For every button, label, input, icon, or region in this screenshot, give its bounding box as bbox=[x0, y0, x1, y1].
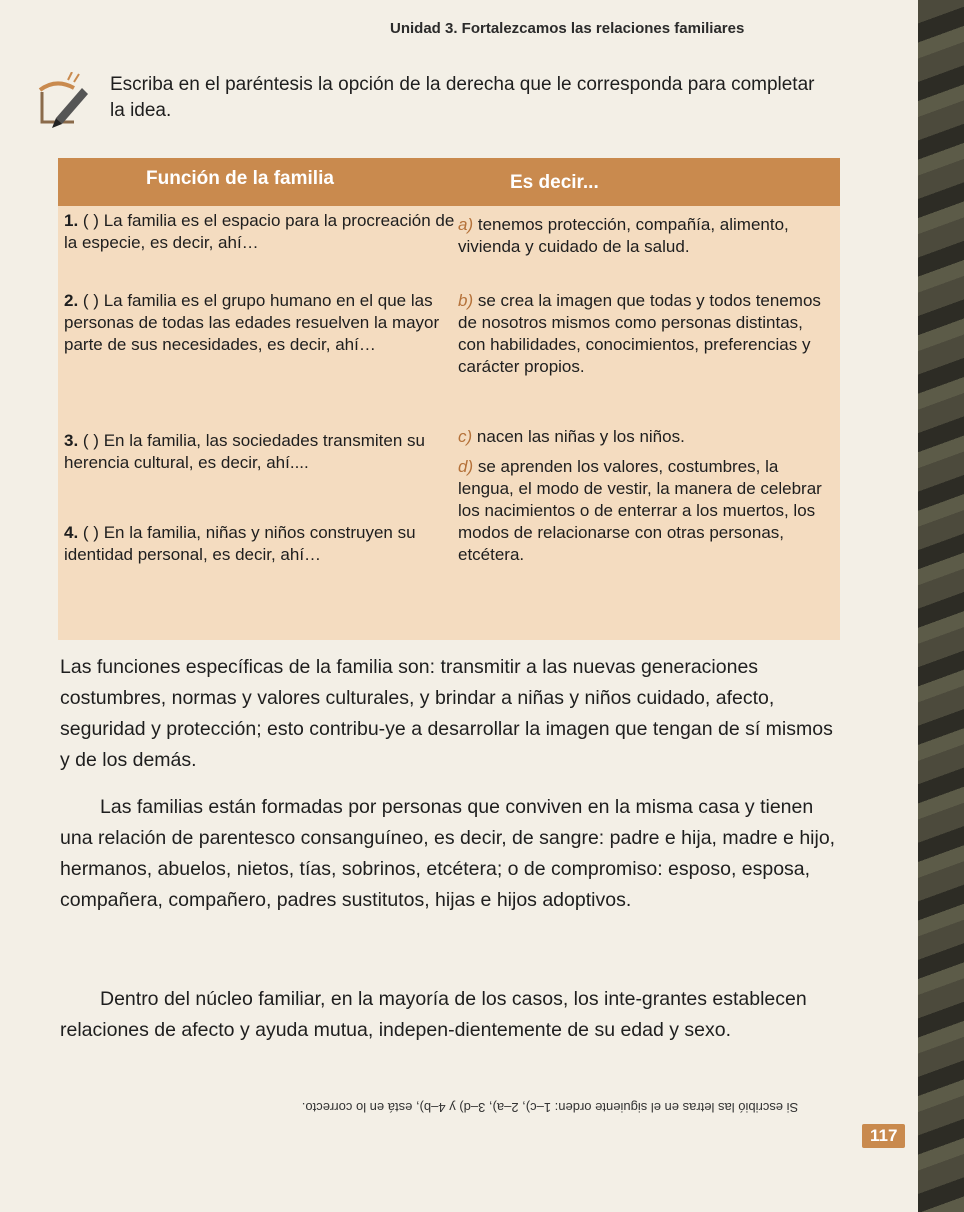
item-text: En la familia, las sociedades transmiten su herencia cultural, es decir, ahí.... bbox=[64, 431, 425, 472]
answer-paren: ( ) bbox=[82, 211, 99, 230]
option-d bbox=[458, 456, 828, 566]
option-letter: c) bbox=[458, 427, 473, 446]
table-header bbox=[58, 158, 840, 206]
item-text: La familia es el espacio para la procreación de la especie, es decir, ahí… bbox=[64, 211, 455, 252]
option-letter: b) bbox=[458, 291, 474, 310]
answer-paren: ( ) bbox=[82, 523, 99, 542]
paragraph-text: Dentro del núcleo familiar, en la mayoría de los casos, los inte-grantes establecen relaciones de afecto y ayuda mutua, indepen-dientemente de su edad y sexo. bbox=[60, 988, 807, 1041]
item-number: 3. bbox=[64, 431, 79, 450]
upside-down-answer-key: Si escribió las letras en el siguiente orden: 1–c), 2–a), 3–d) y 4–b), está en lo correcto. bbox=[301, 1100, 799, 1115]
item-number: 2. bbox=[64, 291, 79, 310]
option-letter: d) bbox=[458, 457, 474, 476]
option-a bbox=[458, 214, 828, 258]
option-text: tenemos protección, compañía, alimento, vivienda y cuidado de la salud. bbox=[458, 215, 789, 256]
option-b bbox=[458, 290, 828, 378]
page-number: 117 bbox=[862, 1124, 905, 1148]
item-text: En la familia, niñas y niños construyen su identidad personal, es decir, ahí… bbox=[64, 523, 416, 564]
header-function: Función de la familia bbox=[146, 168, 334, 189]
background-blanket bbox=[918, 0, 964, 1212]
item-number: 4. bbox=[64, 523, 79, 542]
item-3 bbox=[64, 430, 464, 474]
matching-table bbox=[58, 158, 840, 640]
option-text: se aprenden los valores, costumbres, la lengua, el modo de vestir, la manera de celebrar los nacimientos o de enterrar a los muertos, los modos de relacionarse con otras personas, etcétera. bbox=[458, 457, 822, 564]
item-2 bbox=[64, 290, 464, 356]
item-4 bbox=[64, 522, 464, 566]
item-text: La familia es el grupo humano en el que las personas de todas las edades resuelven la mayor parte de sus necesidades, es decir, ahí… bbox=[64, 291, 440, 354]
option-letter: a) bbox=[458, 215, 474, 234]
unit-header: Unidad 3. Fortalezcamos las relaciones familiares bbox=[390, 20, 745, 37]
paragraph-text: Las funciones específicas de la familia son: transmitir a las nuevas generaciones costumbres, normas y valores culturales, y brindar a niñas y niños cuidado, afecto, seguridad y protección; esto contribu-ye a desarrollar la imagen que tengan de sí mismos y de los demás. bbox=[60, 656, 833, 771]
paragraph-text: Las familias están formadas por personas que conviven en la misma casa y tienen una relación de parentesco consanguíneo, es decir, de sangre: padre e hija, madre e hijo, hermanos, abuelos, nietos, tías, sobrinos, etcétera; o de compromiso: esposo, esposa, compañera, compañero, padres sustitutos, hijas e hijos adoptivos. bbox=[60, 796, 836, 911]
item-number: 1. bbox=[64, 211, 79, 230]
option-text: nacen las niñas y los niños. bbox=[476, 427, 685, 446]
paragraph-3 bbox=[60, 984, 842, 1046]
pencil-writing-icon bbox=[34, 72, 98, 130]
option-text: se crea la imagen que todas y todos tenemos de nosotros mismos como personas distintas, con habilidades, conocimientos, preferencias y carácter propios. bbox=[458, 291, 821, 376]
option-c bbox=[458, 426, 828, 448]
header-es-decir: Es decir... bbox=[510, 172, 599, 193]
answer-paren: ( ) bbox=[82, 291, 99, 310]
answer-paren: ( ) bbox=[82, 431, 99, 450]
paragraph-1 bbox=[60, 652, 842, 776]
item-1 bbox=[64, 210, 464, 254]
instruction-text: Escriba en el paréntesis la opción de la derecha que le corresponda para completar la idea. bbox=[110, 74, 815, 121]
paragraph-2 bbox=[60, 792, 842, 916]
